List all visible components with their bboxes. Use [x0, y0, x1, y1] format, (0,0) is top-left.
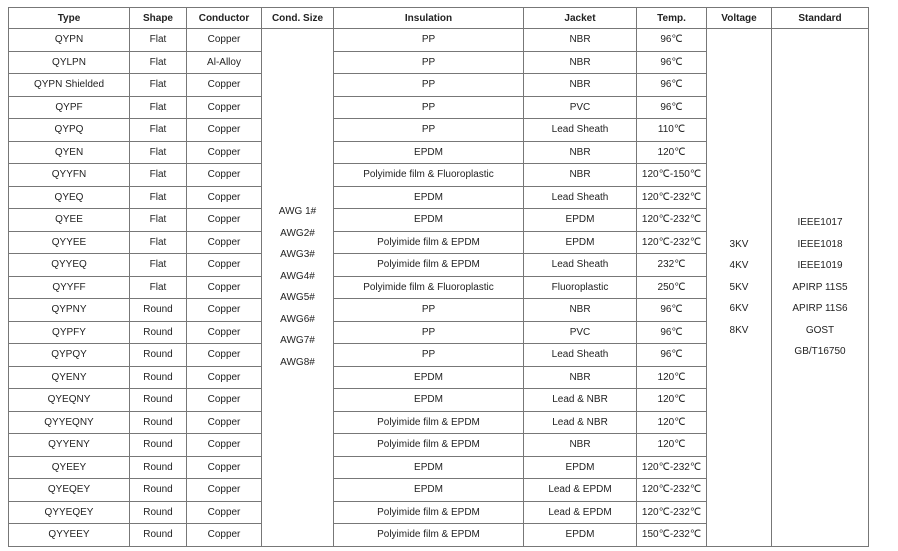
header-voltage: Voltage — [707, 8, 772, 29]
shape-cell: Flat — [130, 164, 187, 187]
shape-cell: Flat — [130, 231, 187, 254]
conductor-cell: Copper — [187, 141, 262, 164]
jacket-cell: Lead Sheath — [524, 344, 637, 367]
standard-item: IEEE1019 — [797, 260, 843, 271]
standard-item: APIRP 11S6 — [792, 303, 848, 314]
shape-cell: Flat — [130, 141, 187, 164]
jacket-cell: Lead Sheath — [524, 119, 637, 142]
type-cell: QYPF — [9, 96, 130, 119]
insulation-cell: PP — [334, 96, 524, 119]
table-row — [9, 29, 869, 52]
temp-cell: 96℃ — [637, 51, 707, 74]
temp-cell: 120℃ — [637, 141, 707, 164]
standard-cell — [772, 29, 869, 547]
insulation-cell: PP — [334, 321, 524, 344]
jacket-cell: NBR — [524, 434, 637, 457]
insulation-cell: Polyimide film & EPDM — [334, 434, 524, 457]
voltage-item: 4KV — [729, 260, 749, 271]
shape-cell: Flat — [130, 186, 187, 209]
temp-cell: 150℃-232℃ — [637, 524, 707, 547]
shape-cell: Round — [130, 366, 187, 389]
conductor-cell: Al-Alloy — [187, 51, 262, 74]
temp-cell: 250℃ — [637, 276, 707, 299]
shape-cell: Round — [130, 456, 187, 479]
insulation-cell: EPDM — [334, 479, 524, 502]
temp-cell: 120℃-232℃ — [637, 231, 707, 254]
insulation-cell: PP — [334, 344, 524, 367]
jacket-cell: NBR — [524, 141, 637, 164]
jacket-cell: NBR — [524, 51, 637, 74]
insulation-cell: EPDM — [334, 456, 524, 479]
conductor-cell: Copper — [187, 501, 262, 524]
insulation-cell: Polyimide film & EPDM — [334, 254, 524, 277]
header-conductor: Conductor — [187, 8, 262, 29]
voltage-item: 3KV — [729, 238, 749, 250]
temp-cell: 120℃-150℃ — [637, 164, 707, 187]
type-cell: QYYEQNY — [9, 411, 130, 434]
jacket-cell: EPDM — [524, 209, 637, 232]
shape-cell: Flat — [130, 209, 187, 232]
conductor-cell: Copper — [187, 186, 262, 209]
jacket-cell: PVC — [524, 321, 637, 344]
type-cell: QYYFF — [9, 276, 130, 299]
type-cell: QYPFY — [9, 321, 130, 344]
temp-cell: 96℃ — [637, 344, 707, 367]
shape-cell: Flat — [130, 119, 187, 142]
temp-cell: 120℃-232℃ — [637, 479, 707, 502]
type-cell: QYPQY — [9, 344, 130, 367]
insulation-cell: Polyimide film & EPDM — [334, 231, 524, 254]
shape-cell: Round — [130, 344, 187, 367]
type-cell: QYYEQEY — [9, 501, 130, 524]
temp-cell: 120℃ — [637, 366, 707, 389]
insulation-cell: EPDM — [334, 389, 524, 412]
jacket-cell: Lead & EPDM — [524, 479, 637, 502]
insulation-cell: Polyimide film & EPDM — [334, 411, 524, 434]
jacket-cell: Lead Sheath — [524, 186, 637, 209]
jacket-cell: EPDM — [524, 456, 637, 479]
insulation-cell: PP — [334, 51, 524, 74]
voltage-cell — [707, 29, 772, 547]
conductor-cell: Copper — [187, 344, 262, 367]
conductor-cell: Copper — [187, 231, 262, 254]
temp-cell: 96℃ — [637, 321, 707, 344]
standard-item: IEEE1017 — [797, 217, 843, 228]
table-body — [9, 29, 869, 547]
jacket-cell: Lead & NBR — [524, 411, 637, 434]
header-insulation: Insulation — [334, 8, 524, 29]
temp-cell: 96℃ — [637, 74, 707, 97]
jacket-cell: EPDM — [524, 524, 637, 547]
conductor-cell: Copper — [187, 254, 262, 277]
insulation-cell: EPDM — [334, 209, 524, 232]
conductor-cell: Copper — [187, 321, 262, 344]
cable-spec-table — [8, 7, 869, 547]
shape-cell: Flat — [130, 96, 187, 119]
header-temp: Temp. — [637, 8, 707, 29]
conductor-cell: Copper — [187, 299, 262, 322]
voltage-item: 5KV — [729, 281, 749, 293]
insulation-cell: Polyimide film & Fluoroplastic — [334, 164, 524, 187]
cond-size-item: AWG5# — [280, 292, 315, 304]
cond-size-item: AWG3# — [280, 249, 315, 261]
conductor-cell: Copper — [187, 74, 262, 97]
shape-cell: Round — [130, 434, 187, 457]
temp-cell: 96℃ — [637, 299, 707, 322]
shape-cell: Round — [130, 411, 187, 434]
temp-cell: 120℃-232℃ — [637, 501, 707, 524]
temp-cell: 96℃ — [637, 29, 707, 52]
type-cell: QYEN — [9, 141, 130, 164]
type-cell: QYYFN — [9, 164, 130, 187]
type-cell: QYEQNY — [9, 389, 130, 412]
cond-size-item: AWG2# — [280, 227, 315, 239]
temp-cell: 120℃ — [637, 389, 707, 412]
temp-cell: 120℃-232℃ — [637, 209, 707, 232]
cond-size-item: AWG8# — [280, 356, 315, 368]
cond-size-item: AWG6# — [280, 313, 315, 325]
jacket-cell: NBR — [524, 164, 637, 187]
jacket-cell: EPDM — [524, 231, 637, 254]
conductor-cell: Copper — [187, 411, 262, 434]
temp-cell: 120℃-232℃ — [637, 186, 707, 209]
temp-cell: 120℃ — [637, 411, 707, 434]
conductor-cell: Copper — [187, 434, 262, 457]
shape-cell: Flat — [130, 29, 187, 52]
type-cell: QYEEY — [9, 456, 130, 479]
cond-size-item: AWG 1# — [278, 206, 317, 218]
shape-cell: Flat — [130, 276, 187, 299]
jacket-cell: Lead & NBR — [524, 389, 637, 412]
voltage-item: 8KV — [729, 324, 749, 336]
type-cell: QYYEQ — [9, 254, 130, 277]
type-cell: QYEQ — [9, 186, 130, 209]
standard-item: GOST — [805, 324, 835, 336]
shape-cell: Flat — [130, 254, 187, 277]
header-jacket: Jacket — [524, 8, 637, 29]
header-standard: Standard — [772, 8, 869, 29]
type-cell: QYENY — [9, 366, 130, 389]
type-cell: QYPQ — [9, 119, 130, 142]
type-cell: QYPN Shielded — [9, 74, 130, 97]
jacket-cell: Lead Sheath — [524, 254, 637, 277]
insulation-cell: Polyimide film & Fluoroplastic — [334, 276, 524, 299]
insulation-cell: EPDM — [334, 141, 524, 164]
jacket-cell: NBR — [524, 29, 637, 52]
type-cell: QYEE — [9, 209, 130, 232]
insulation-cell: PP — [334, 74, 524, 97]
conductor-cell: Copper — [187, 164, 262, 187]
header-row — [9, 8, 869, 29]
temp-cell: 120℃ — [637, 434, 707, 457]
insulation-cell: PP — [334, 119, 524, 142]
shape-cell: Flat — [130, 51, 187, 74]
insulation-cell: PP — [334, 299, 524, 322]
standard-item: GB/T16750 — [794, 346, 846, 357]
insulation-cell: EPDM — [334, 186, 524, 209]
conductor-cell: Copper — [187, 456, 262, 479]
type-cell: QYPN — [9, 29, 130, 52]
temp-cell: 110℃ — [637, 119, 707, 142]
insulation-cell: PP — [334, 29, 524, 52]
conductor-cell: Copper — [187, 209, 262, 232]
type-cell: QYLPN — [9, 51, 130, 74]
cond-size-cell — [262, 29, 334, 547]
shape-cell: Round — [130, 299, 187, 322]
jacket-cell: NBR — [524, 366, 637, 389]
shape-cell: Round — [130, 501, 187, 524]
header-cond-size: Cond. Size — [262, 8, 334, 29]
jacket-cell: Fluoroplastic — [524, 276, 637, 299]
standard-item: IEEE1018 — [797, 238, 843, 250]
conductor-cell: Copper — [187, 524, 262, 547]
voltage-item: 6KV — [729, 303, 749, 314]
shape-cell: Flat — [130, 74, 187, 97]
header-type: Type — [9, 8, 130, 29]
conductor-cell: Copper — [187, 119, 262, 142]
type-cell: QYYENY — [9, 434, 130, 457]
temp-cell: 120℃-232℃ — [637, 456, 707, 479]
temp-cell: 96℃ — [637, 96, 707, 119]
conductor-cell: Copper — [187, 276, 262, 299]
temp-cell: 232℃ — [637, 254, 707, 277]
jacket-cell: Lead & EPDM — [524, 501, 637, 524]
type-cell: QYYEEY — [9, 524, 130, 547]
shape-cell: Round — [130, 389, 187, 412]
conductor-cell: Copper — [187, 389, 262, 412]
conductor-cell: Copper — [187, 29, 262, 52]
jacket-cell: NBR — [524, 74, 637, 97]
conductor-cell: Copper — [187, 366, 262, 389]
jacket-cell: PVC — [524, 96, 637, 119]
type-cell: QYPNY — [9, 299, 130, 322]
shape-cell: Round — [130, 321, 187, 344]
cond-size-item: AWG7# — [280, 335, 315, 347]
standard-item: APIRP 11S5 — [792, 281, 848, 293]
conductor-cell: Copper — [187, 479, 262, 502]
conductor-cell: Copper — [187, 96, 262, 119]
insulation-cell: Polyimide film & EPDM — [334, 524, 524, 547]
cond-size-item: AWG4# — [280, 270, 315, 282]
header-shape: Shape — [130, 8, 187, 29]
type-cell: QYYEE — [9, 231, 130, 254]
jacket-cell: NBR — [524, 299, 637, 322]
insulation-cell: EPDM — [334, 366, 524, 389]
shape-cell: Round — [130, 524, 187, 547]
type-cell: QYEQEY — [9, 479, 130, 502]
shape-cell: Round — [130, 479, 187, 502]
insulation-cell: Polyimide film & EPDM — [334, 501, 524, 524]
